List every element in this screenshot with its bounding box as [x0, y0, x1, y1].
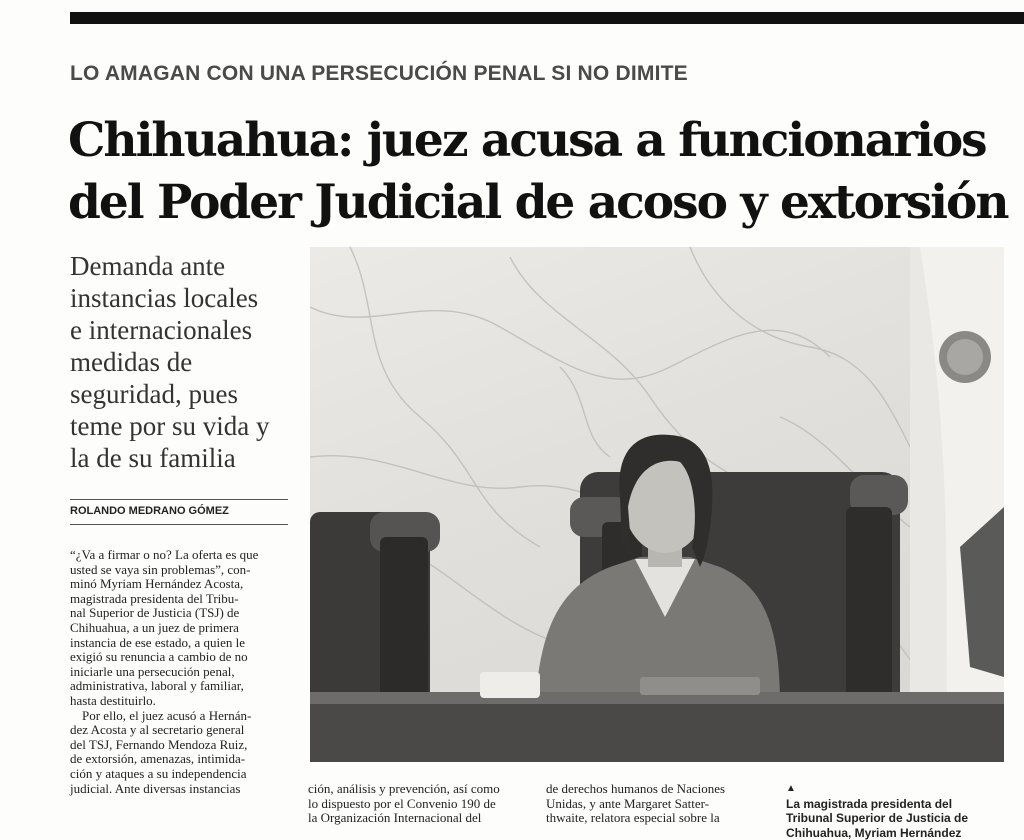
body-line: hasta destituirlo. — [70, 692, 156, 708]
caption-line: Tribunal Superior de Justicia de — [786, 811, 969, 826]
body-line: usted se vaya sin problemas”, con- — [70, 561, 251, 577]
body-line: Por ello, el juez acusó a Hernán- — [82, 707, 252, 723]
body-line: de extorsión, amenazas, intimida- — [70, 751, 246, 767]
photo-illustration — [310, 247, 1004, 762]
body-line: Unidas, y ante Margaret Satter- — [546, 795, 710, 811]
deck — [70, 250, 300, 474]
body-column-3 — [546, 782, 768, 826]
deck-line: seguridad, pues — [70, 379, 238, 409]
caption-line — [786, 782, 1016, 811]
body-line: “¿Va a firmar o no? La oferta es que — [70, 547, 259, 562]
deck-line: e internacionales — [70, 315, 253, 345]
body-line: de derechos humanos de Naciones — [546, 781, 726, 796]
body-column-2 — [308, 782, 530, 826]
body-line: minó Myriam Hernández Acosta, — [70, 576, 244, 592]
caption-text: La magistrada presidenta del — [786, 796, 953, 811]
byline: ROLANDO MEDRANO GÓMEZ — [70, 505, 229, 517]
byline-rule — [70, 499, 288, 500]
body-line: instancia de ese estado, a quien le — [70, 634, 246, 650]
body-column-1 — [70, 548, 292, 796]
caption-line: Chihuahua, Myriam Hernández — [786, 825, 962, 840]
deck-line: Demanda ante — [70, 251, 226, 281]
body-line: administrativa, laboral y familiar, — [70, 678, 244, 694]
body-line: del TSJ, Fernando Mendoza Ruiz, — [70, 736, 248, 752]
body-line: ción y ataques a su independencia — [70, 765, 247, 781]
body-line: judicial. Ante diversas instancias — [70, 780, 241, 796]
triangle-up-icon: ▲ — [786, 783, 796, 794]
body-line: la Organización Internacional del — [308, 810, 482, 826]
body-line: thwaite, relatora especial sobre la — [546, 810, 720, 826]
headline — [68, 110, 1018, 234]
body-line: iniciarle una persecución penal, — [70, 663, 235, 679]
body-line: magistrada presidenta del Tribu- — [70, 590, 239, 606]
deck-line: medidas de — [70, 347, 193, 377]
top-rule — [70, 12, 1024, 24]
headline-line: Chihuahua: juez acusa a funcionarios — [68, 113, 986, 168]
body-line: nal Superior de Justicia (TSJ) de — [70, 605, 240, 621]
photo-caption — [786, 782, 1016, 840]
byline-rule — [70, 524, 288, 525]
deck-line: instancias locales — [70, 283, 259, 313]
body-line: exigió su renuncia a cambio de no — [70, 649, 248, 665]
deck-line: teme por su vida y — [70, 411, 270, 441]
body-line: dez Acosta y al secretario general — [70, 722, 245, 738]
headline-line: del Poder Judicial de acoso y extorsión — [68, 175, 1008, 230]
kicker: LO AMAGAN CON UNA PERSECUCIÓN PENAL SI NO DIMITE — [70, 62, 688, 85]
deck-line: la de su familia — [70, 443, 236, 473]
body-line: ción, análisis y prevención, así como — [308, 781, 500, 796]
news-photo — [310, 247, 1004, 762]
body-line: lo dispuesto por el Convenio 190 de — [308, 795, 496, 811]
body-line: Chihuahua, a un juez de primera — [70, 619, 239, 635]
